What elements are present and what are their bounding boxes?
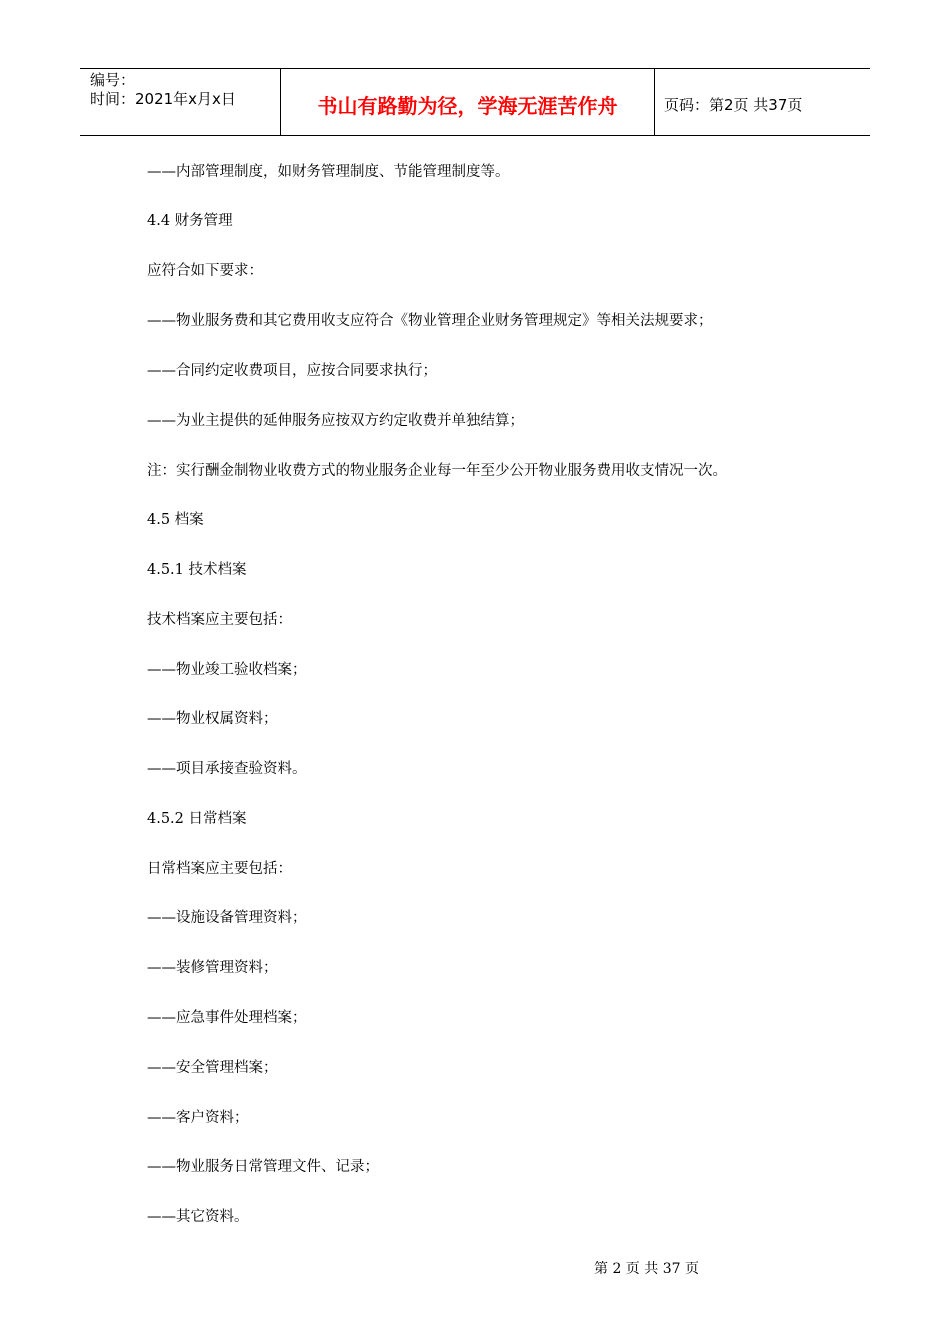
list-item: ——安全管理档案； [147, 1060, 278, 1076]
list-item: ——客户资料； [147, 1110, 249, 1126]
header-meta [80, 69, 281, 135]
list-item: ——物业竣工验收档案； [147, 662, 307, 678]
list-item: ——应急事件处理档案； [147, 1010, 307, 1026]
body-line: ——为业主提供的延伸服务应按双方约定收费并单独结算； [147, 413, 524, 429]
page-footer: 第 2 页 共 37 页 [594, 1261, 699, 1277]
note-line: 注：实行酬金制物业收费方式的物业服务企业每一年至少公开物业服务费用收支情况一次。 [147, 463, 727, 479]
section-heading: 4.5 档案 [147, 512, 204, 528]
body-line: ——物业服务费和其它费用收支应符合《物业管理企业财务管理规定》等相关法规要求； [147, 313, 713, 329]
doc-date-label: 时间：2021年x月x日 [90, 90, 236, 108]
body-line: 应符合如下要求： [147, 263, 263, 279]
list-item: ——物业服务日常管理文件、记录； [147, 1159, 379, 1175]
subsection-heading: 4.5.2 日常档案 [147, 811, 247, 827]
header-motto: 书山有路勤为径，学海无涯苦作舟 [281, 69, 655, 135]
subsection-heading: 4.5.1 技术档案 [147, 562, 247, 578]
body-line: ——内部管理制度，如财务管理制度、节能管理制度等。 [147, 164, 510, 180]
body-line: 日常档案应主要包括： [147, 861, 292, 877]
list-item: ——设施设备管理资料； [147, 910, 307, 926]
page-header [80, 68, 870, 136]
list-item: ——项目承接查验资料。 [147, 761, 307, 777]
section-heading: 4.4 财务管理 [147, 213, 233, 229]
list-item: ——装修管理资料； [147, 960, 278, 976]
list-item: ——物业权属资料； [147, 711, 278, 727]
doc-number-label: 编号： [90, 71, 136, 89]
body-line: ——合同约定收费项目，应按合同要求执行； [147, 363, 437, 379]
list-item: ——其它资料。 [147, 1209, 249, 1225]
header-page-code: 页码：第2页 共37页 [664, 95, 803, 114]
body-line: 技术档案应主要包括： [147, 612, 292, 628]
